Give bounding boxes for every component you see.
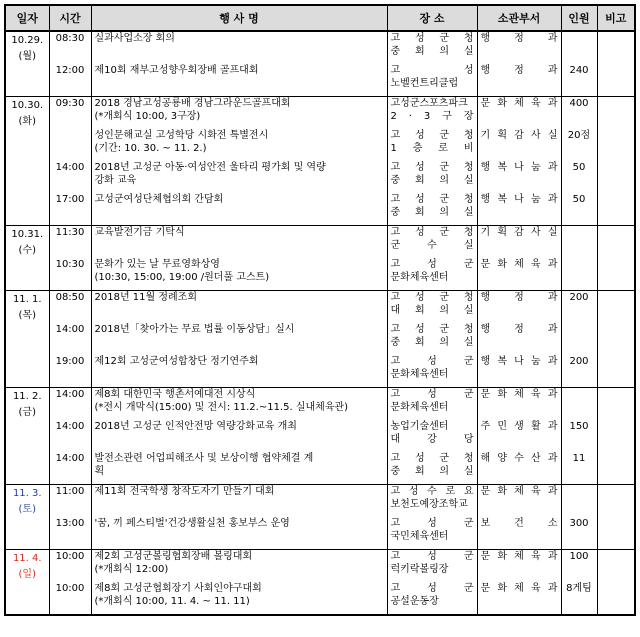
entry-time: 10:00: [55, 583, 85, 594]
entry-attendance: 50: [572, 162, 586, 173]
date-cell: [5, 388, 49, 485]
entry-place-line: 고 성 군 청: [390, 227, 474, 238]
time-cell: [49, 485, 91, 550]
header-row: [5, 5, 635, 31]
attend-cell: [561, 485, 597, 550]
entry-event: [92, 226, 387, 258]
entry-dept: [478, 323, 561, 355]
time-cell: [49, 291, 91, 388]
entry-place-line: 고 성 군 청: [390, 162, 474, 173]
note-cell: [597, 31, 635, 97]
entry-dept-label: 행 정 과: [480, 33, 558, 44]
header-date: 일자: [5, 5, 49, 31]
entry-place-line: 고 성 군 청: [390, 33, 474, 44]
weekday-text: (일): [18, 569, 36, 580]
entry-place-line: 군 수 실: [390, 240, 474, 251]
day-row: [5, 550, 635, 616]
entry-dept: [478, 161, 561, 193]
entry-attendance: [562, 485, 597, 517]
entry-place-line: 문화체육센터: [390, 369, 449, 380]
entry-time: 14:00: [55, 162, 85, 173]
entry-attendance: 50: [572, 194, 586, 205]
entry-time: 08:50: [55, 292, 85, 303]
entry-event: [92, 355, 387, 387]
entry-place-line: 중 회 의 실: [390, 175, 474, 186]
attend-cell: [561, 97, 597, 226]
weekday-text: (수): [18, 245, 36, 256]
entry-dept: [478, 355, 561, 387]
entry-place-line: 고성군스포츠파크: [390, 98, 468, 109]
entry-dept-label: 행 복 나 눔 과: [480, 194, 558, 205]
entry-event: [92, 161, 387, 193]
header-time: 시간: [49, 5, 91, 31]
entry-place: [388, 258, 477, 290]
entry-place-line: 고 성 수 로 요: [390, 486, 474, 497]
entry-dept-label: 행 정 과: [480, 65, 558, 76]
place-cell: [387, 31, 477, 97]
date-text: 11. 3.: [12, 488, 42, 499]
entry-attendance: 300: [569, 518, 589, 529]
entry-dept: [478, 517, 561, 549]
entry-event-line: 2018년「찾아가는 무료 법률 이동상담」실시: [94, 324, 295, 335]
entry-place: [388, 452, 477, 484]
date-cell: [5, 291, 49, 388]
entry-attendance: [562, 32, 597, 64]
entry-time: 14:00: [55, 453, 85, 464]
entry-place-line: 대 회 의 실: [390, 305, 474, 316]
place-cell: [387, 97, 477, 226]
entry-dept: [478, 129, 561, 161]
entry-event-line: 획: [94, 466, 105, 477]
entry-place: [388, 388, 477, 420]
entry-place: [388, 485, 477, 517]
entry-dept-label: 행 정 과: [480, 292, 558, 303]
entry-place: [388, 517, 477, 549]
entry-place: [388, 193, 477, 225]
entry-time: 12:00: [55, 65, 85, 76]
entry-time: 11:00: [55, 486, 85, 497]
entry-event-line: 문화가 있는 날 무료영화상영: [94, 259, 220, 270]
entry-dept-label: 문 화 체 육 과: [480, 583, 558, 594]
schedule-body: [5, 31, 635, 615]
dept-cell: [477, 291, 561, 388]
date-cell: [5, 31, 49, 97]
entry-place-line: 고 성 군 청: [390, 453, 474, 464]
day-row: [5, 226, 635, 291]
entry-time: 13:00: [55, 518, 85, 529]
entry-place-line: 국민체육센터: [390, 531, 449, 542]
entry-time: 08:30: [55, 33, 85, 44]
date-cell: [5, 550, 49, 616]
entry-place: [388, 161, 477, 193]
entry-place-line: 고 성 군: [390, 389, 474, 400]
entry-attendance: [562, 258, 597, 290]
header-place: 장 소: [387, 5, 477, 31]
entry-attendance: 11: [572, 453, 586, 464]
entry-dept: [478, 258, 561, 290]
entry-place-line: 문화체육센터: [390, 402, 449, 413]
dept-cell: [477, 31, 561, 97]
entry-time: 10:30: [55, 259, 85, 270]
entry-place-line: 중 회 의 실: [390, 207, 474, 218]
day-row: [5, 291, 635, 388]
entry-attendance: 400: [569, 98, 589, 109]
entry-event: [92, 452, 387, 484]
entry-attendance: 200: [569, 356, 589, 367]
day-row: [5, 485, 635, 550]
entry-dept: [478, 485, 561, 517]
entry-event-line: 제12회 고성군여성합창단 정기연주회: [94, 356, 259, 367]
date-text: 11. 2.: [12, 391, 42, 402]
entry-place: [388, 129, 477, 161]
entry-event-line: (*전시 개막식(15:00) 및 전시: 11.2.~11.5. 실내체육관): [94, 402, 349, 413]
entry-dept-label: 문 화 체 육 과: [480, 259, 558, 270]
event-cell: [91, 31, 387, 97]
entry-event: [92, 420, 387, 452]
entry-place: [388, 97, 477, 129]
entry-event-line: 강화 교육: [94, 175, 137, 186]
entry-place-line: 대 강 당: [390, 434, 474, 445]
note-cell: [597, 97, 635, 226]
entry-dept-label: 행 복 나 눔 과: [480, 356, 558, 367]
dept-cell: [477, 550, 561, 616]
entry-place-line: 고 성: [390, 65, 474, 76]
entry-place-line: 2 · 3 구 장: [390, 111, 474, 122]
event-cell: [91, 291, 387, 388]
entry-place-line: 노벨컨트리클럽: [390, 78, 459, 89]
date-text: 11. 4.: [12, 553, 42, 564]
entry-dept-label: 문 화 체 육 과: [480, 486, 558, 497]
entry-time: 11:30: [55, 227, 85, 238]
entry-dept-label: 해 양 수 산 과: [480, 453, 558, 464]
entry-event-line: 2018년 고성군 아동·여성안전 울타리 평가회 및 역량: [94, 162, 326, 173]
entry-event-line: 실과사업소장 회의: [94, 33, 175, 44]
entry-event-line: 2018 경남고성공룡배 경남그라운드골프대회: [94, 98, 291, 109]
entry-event: [92, 323, 387, 355]
weekday-text: (토): [18, 504, 36, 515]
entry-attendance: [562, 323, 597, 355]
weekday-text: (금): [18, 407, 36, 418]
entry-attendance: 8게팀: [566, 583, 592, 594]
entry-event: [92, 32, 387, 64]
day-row: [5, 31, 635, 97]
attend-cell: [561, 31, 597, 97]
entry-place: [388, 355, 477, 387]
dept-cell: [477, 97, 561, 226]
entry-event: [92, 517, 387, 549]
date-text: 11. 1.: [12, 294, 42, 305]
entry-dept-label: 문 화 체 육 과: [480, 389, 558, 400]
entry-dept: [478, 32, 561, 64]
entry-event: [92, 258, 387, 290]
entry-attendance: 200: [569, 292, 589, 303]
entry-time: 14:00: [55, 324, 85, 335]
entry-dept: [478, 452, 561, 484]
note-cell: [597, 291, 635, 388]
event-cell: [91, 97, 387, 226]
entry-dept-label: 문 화 체 육 과: [480, 98, 558, 109]
entry-place-line: 중 회 의 실: [390, 466, 474, 477]
entry-time: 09:30: [55, 98, 85, 109]
event-cell: [91, 388, 387, 485]
entry-place-line: 고 성 군 청: [390, 194, 474, 205]
entry-event-line: 제8회 고성군협회장기 사회인야구대회: [94, 583, 262, 594]
entry-event: [92, 193, 387, 225]
entry-place-line: 고 성 군 청: [390, 130, 474, 141]
entry-place: [388, 323, 477, 355]
entry-event: [92, 129, 387, 161]
attend-cell: [561, 291, 597, 388]
header-event: 행 사 명: [91, 5, 387, 31]
entry-place: [388, 226, 477, 258]
entry-place: [388, 582, 477, 614]
entry-time: 14:00: [55, 389, 85, 400]
date-text: 10.31.: [11, 229, 44, 240]
entry-place-line: 고 성 군: [390, 518, 474, 529]
entry-event: [92, 97, 387, 129]
place-cell: [387, 485, 477, 550]
entry-attendance: 240: [569, 65, 589, 76]
place-cell: [387, 550, 477, 616]
entry-dept: [478, 582, 561, 614]
attend-cell: [561, 388, 597, 485]
entry-dept-label: 문 화 체 육 과: [480, 551, 558, 562]
event-cell: [91, 550, 387, 616]
attend-cell: [561, 226, 597, 291]
entry-event-line: 고성군여성단체협의회 간담회: [94, 194, 224, 205]
weekday-text: (화): [18, 116, 36, 127]
entry-event: [92, 550, 387, 582]
entry-dept: [478, 64, 561, 96]
entry-place: [388, 32, 477, 64]
attend-cell: [561, 550, 597, 616]
entry-dept-label: 행 정 과: [480, 324, 558, 335]
entry-dept-label: 행 복 나 눔 과: [480, 162, 558, 173]
entry-dept-label: 주 민 생 활 과: [480, 421, 558, 432]
event-cell: [91, 485, 387, 550]
entry-time: 14:00: [55, 421, 85, 432]
place-cell: [387, 226, 477, 291]
weekday-text: (목): [18, 310, 36, 321]
entry-event-line: 2018년 고성군 인적안전망 역량강화교육 개최: [94, 421, 297, 432]
entry-place-line: 1 층 로 비: [390, 143, 474, 154]
entry-dept: [478, 226, 561, 258]
entry-place: [388, 550, 477, 582]
entry-event: [92, 291, 387, 323]
entry-dept-label: 보 건 소: [480, 518, 558, 529]
entry-dept: [478, 97, 561, 129]
entry-place-line: 보천도예장조학교: [390, 499, 468, 510]
entry-event-line: 제8회 대한민국 행촌서예대전 시상식: [94, 389, 256, 400]
header-dept: 소관부서: [477, 5, 561, 31]
entry-place-line: 중 회 의 실: [390, 46, 474, 57]
entry-dept: [478, 420, 561, 452]
time-cell: [49, 31, 91, 97]
entry-dept: [478, 291, 561, 323]
weekday-text: (월): [18, 51, 36, 62]
entry-event-line: (*개회식 12:00): [94, 564, 169, 575]
dept-cell: [477, 388, 561, 485]
time-cell: [49, 550, 91, 616]
entry-event-line: (*개회식 10:00, 3구장): [94, 111, 201, 122]
entry-event-line: (10:30, 15:00, 19:00 /원더풀 고스트): [94, 272, 270, 283]
header-attend: 인원: [561, 5, 597, 31]
time-cell: [49, 97, 91, 226]
date-cell: [5, 226, 49, 291]
entry-attendance: [562, 226, 597, 258]
entry-event-line: 제10회 재부고성향우회장배 골프대회: [94, 65, 259, 76]
entry-attendance: 100: [569, 551, 589, 562]
entry-event-line: 성인문해교실 고성학당 시화전 특별전시: [94, 130, 269, 141]
entry-place-line: 중 회 의 실: [390, 337, 474, 348]
entry-event-line: 2018년 11월 정례조회: [94, 292, 197, 303]
entry-place: [388, 64, 477, 96]
place-cell: [387, 291, 477, 388]
entry-event-line: '꿈, 끼 페스티벌'건강생활실천 홍보부스 운영: [94, 518, 290, 529]
entry-place-line: 고 성 군 청: [390, 324, 474, 335]
time-cell: [49, 226, 91, 291]
entry-event-line: 제2회 고성군볼링협회장배 볼링대회: [94, 551, 253, 562]
day-row: [5, 388, 635, 485]
entry-place-line: 문화체육센터: [390, 272, 449, 283]
note-cell: [597, 226, 635, 291]
entry-event-line: 교육발전기금 기탁식: [94, 227, 185, 238]
note-cell: [597, 550, 635, 616]
entry-dept: [478, 550, 561, 582]
entry-place-line: 고 성 군: [390, 356, 474, 367]
entry-place: [388, 420, 477, 452]
entry-event-line: 제11회 전국학생 창작도자기 만들기 대회: [94, 486, 275, 497]
entry-time: 19:00: [55, 356, 85, 367]
entry-time: [50, 129, 91, 161]
entry-place-line: 고 성 군: [390, 551, 474, 562]
entry-event-line: (기간: 10. 30. ~ 11. 2.): [94, 143, 207, 154]
entry-place-line: 공설운동장: [390, 596, 439, 607]
dept-cell: [477, 226, 561, 291]
place-cell: [387, 388, 477, 485]
time-cell: [49, 388, 91, 485]
dept-cell: [477, 485, 561, 550]
entry-place-line: 고 성 군: [390, 259, 474, 270]
entry-event: [92, 388, 387, 420]
schedule-table: [4, 4, 636, 616]
entry-time: 10:00: [55, 551, 85, 562]
entry-event-line: (*개회식 10:00, 11. 4. ~ 11. 11): [94, 596, 250, 607]
entry-event-line: 발전소관련 어업피해조사 및 보상이행 협약체결 계: [94, 453, 314, 464]
entry-dept: [478, 193, 561, 225]
note-cell: [597, 388, 635, 485]
date-cell: [5, 485, 49, 550]
entry-place: [388, 291, 477, 323]
day-row: [5, 97, 635, 226]
note-cell: [597, 485, 635, 550]
entry-place-line: 고 성 군 청: [390, 292, 474, 303]
entry-place-line: 럭키락볼링장: [390, 564, 449, 575]
entry-dept: [478, 388, 561, 420]
date-cell: [5, 97, 49, 226]
entry-attendance: 150: [569, 421, 589, 432]
entry-dept-label: 기 획 감 사 실: [480, 227, 558, 238]
header-note: 비고: [597, 5, 635, 31]
date-text: 10.29.: [11, 35, 44, 46]
entry-event: [92, 485, 387, 517]
date-text: 10.30.: [11, 100, 44, 111]
entry-event: [92, 582, 387, 614]
entry-dept-label: 기 획 감 사 실: [480, 130, 558, 141]
event-cell: [91, 226, 387, 291]
entry-time: 17:00: [55, 194, 85, 205]
entry-attendance: 20점: [567, 130, 591, 141]
entry-attendance: [562, 388, 597, 420]
entry-place-line: 농업기술센터: [390, 421, 449, 432]
entry-event: [92, 64, 387, 96]
entry-place-line: 고 성 군: [390, 583, 474, 594]
